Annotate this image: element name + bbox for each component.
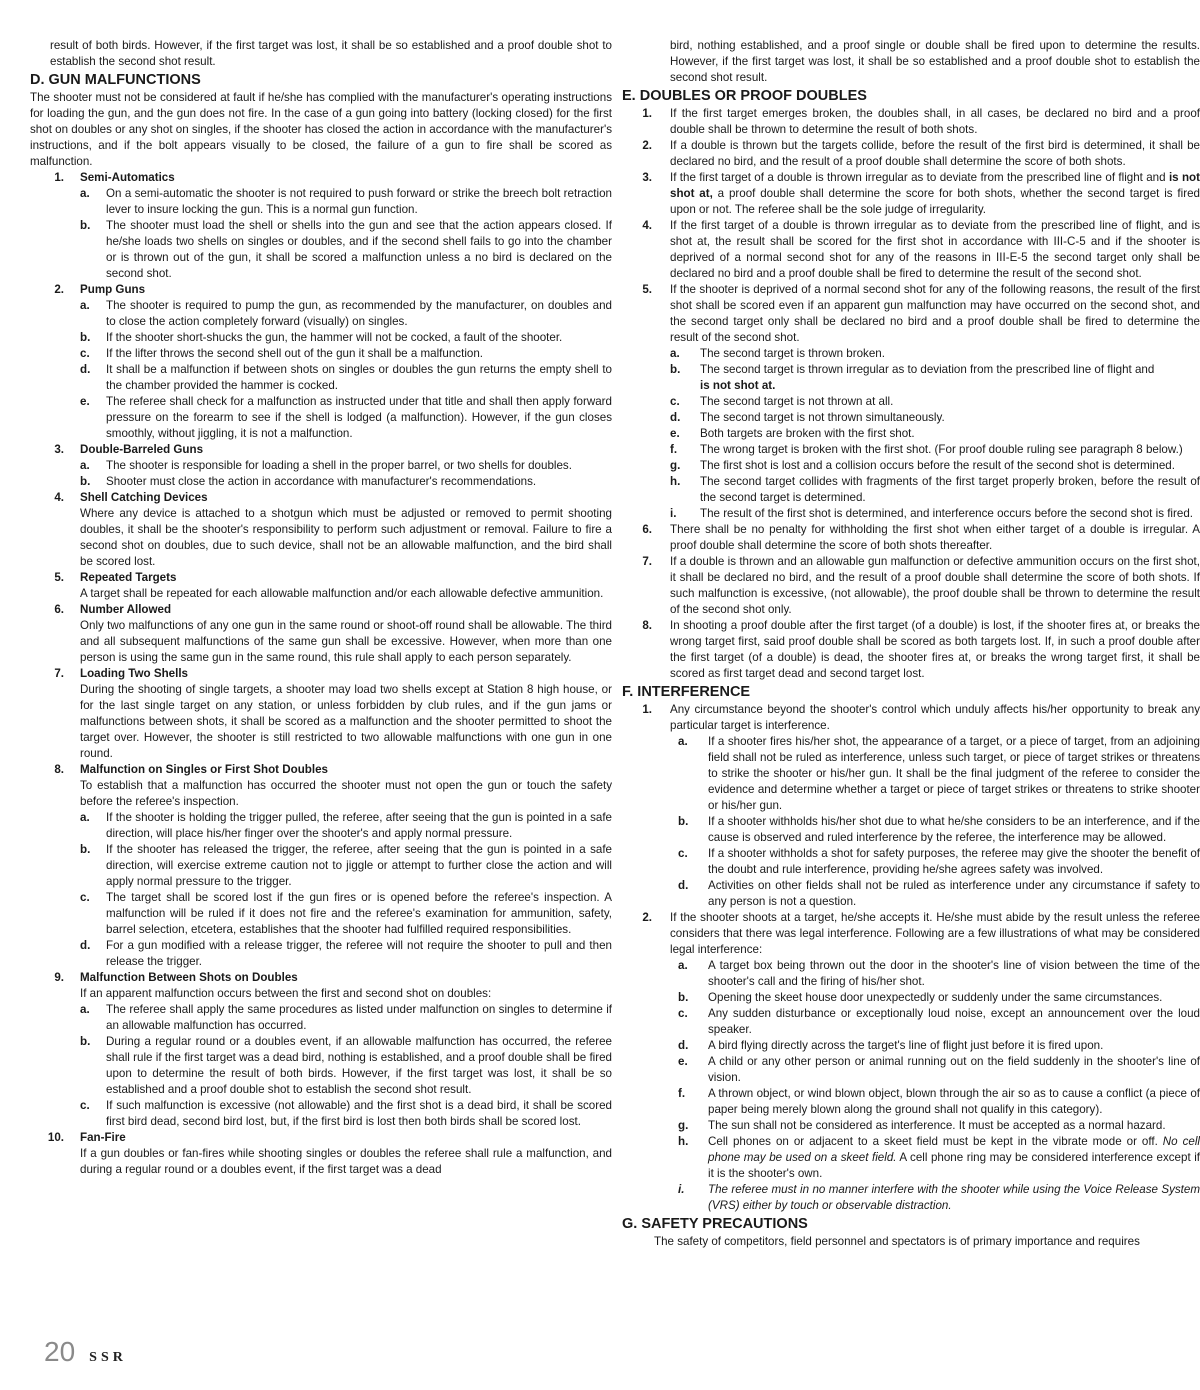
f-2-a: a. A target box being thrown out the door in the shooter's line of vision between the time of the shooter's call and the firing of his/her shot.	[678, 959, 1200, 988]
e-item-3: 3. If the first target of a double is thrown irregular as to deviate from the prescribed line of flight and is not shot at, a proof double shall determine the score for both shots, whether the second target is fired upon or not. The referee shall be the sole judge of irregularity.	[642, 171, 1200, 216]
footer-label: SSR	[89, 1350, 127, 1365]
left-column	[30, 38, 612, 1178]
section-d-heading: D. GUN MALFUNCTIONS	[30, 72, 201, 88]
d-9-b: b. During a regular round or a doubles event, if an allowable malfunction has occurred, the referee shall rule if the first target was a dead bird, nothing is established, and a proof double shall be fired upon to determine the result of both birds. However, if the first target was lost, it shall be so established and a proof double shot to establish the second shot result.	[80, 1035, 612, 1096]
d-2-a: a. The shooter is required to pump the gun, as recommended by the manufacturer, on doubles and to close the action completely forward (visually) on singles.	[80, 299, 612, 328]
f-1-a: a. If a shooter fires his/her shot, the appearance of a target, or a piece of target, from an adjoining field shall not be ruled as interference, unless such target, or piece of target strikes or threatens to strike the shooter or his/her gun. It shall be the final judgment of the referee to consider the evidence and determine whether a target or piece of target strikes or threatens to strike shooter or his/her gun.	[678, 735, 1200, 812]
f-2-i: i. The referee must in no manner interfere with the shooter while using the Voice Release System (VRS) either by touch or observable distraction.	[678, 1183, 1200, 1212]
d-item-9: 9. Malfunction Between Shots on Doubles If an apparent malfunction occurs between the first and second shot on doubles:	[54, 971, 492, 1000]
e-5-i: i. The result of the first shot is determined, and interference occurs before the second shot is fired.	[670, 507, 1193, 520]
d-9-c: c. If such malfunction is excessive (not allowable) and the first shot is a dead bird, it shall be scored first bird dead, second bird lost, but, if the first bird is lost then both birds shall be scored lost.	[80, 1099, 612, 1128]
e-item-8: 8. In shooting a proof double after the first target (of a double) is lost, if the shooter fires at, or breaks the wrong target first, said proof double shall be scored as both targets lost. If, in such a proof double after the first target (of a double) is dead, the shooter fires at, or breaks the wrong target first, it shall be scored as first target dead and second target lost.	[642, 619, 1200, 680]
e-5-f: f. The wrong target is broken with the first shot. (For proof double ruling see paragraph 8 below.)	[670, 443, 1183, 456]
e-item-2: 2. If a double is thrown but the targets collide, before the result of the first bird is determined, it shall be declared no bird, and the result of a proof double shall determine the score of both shots.	[642, 139, 1200, 168]
section-e-heading: E. DOUBLES OR PROOF DOUBLES	[622, 88, 867, 104]
d-9-a: a. The referee shall apply the same procedures as listed under malfunction on singles to determine if an allowable malfunction has occurred.	[80, 1003, 612, 1032]
f-2-h: h. Cell phones on or adjacent to a skeet field must be kept in the vibrate mode or off. No cell phone may be used on a skeet field. A cell phone ring may be considered interference except if it is the shooter's own.	[678, 1135, 1200, 1180]
right-column	[622, 38, 1200, 1250]
d-1-b: b. The shooter must load the shell or shells into the gun and see that the action appears closed. If he/she loads two shells on singles or doubles, and if the second shell fails to go into the chamber or is thrown out of the gun, it shall be scored a malfunction unless a no bird is declared on the second shot.	[80, 219, 612, 280]
d-3-b: b. Shooter must close the action in accordance with manufacturer's recommendations.	[80, 475, 537, 488]
e-5-a: a. The second target is thrown broken.	[670, 347, 885, 360]
e-5-d: d. The second target is not thrown simultaneously.	[670, 411, 945, 424]
f-item-1: 1. Any circumstance beyond the shooter's control which unduly affects his/her opportunity to break any particular target is interference.	[642, 703, 1200, 732]
f-2-g: g. The sun shall not be considered as interference. It must be accepted as a normal hazard.	[678, 1119, 1166, 1132]
f-1-d: d. Activities on other fields shall not be ruled as interference under any circumstance if safety to any person is not a question.	[678, 879, 1200, 908]
d-item-5: 5. Repeated Targets A target shall be repeated for each allowable malfunction and/or each allowable defective ammunition.	[54, 571, 604, 600]
e-item-6: 6. There shall be no penalty for withholding the first shot when either target of a double is irregular. A proof double shall determine the score of both shots thereafter.	[642, 523, 1200, 552]
d-item-8: 8. Malfunction on Singles or First Shot Doubles To establish that a malfunction has occurred the shooter must not open the gun or touch the safety before the referee's inspection.	[54, 763, 612, 808]
item-title: Semi-Automatics	[80, 171, 175, 184]
d-item-4: 4. Shell Catching Devices Where any device is attached to a shotgun which must be adjusted or removed to permit shooting doubles, it shall be the shooter's responsibility to perform such adjustment or removal. Failure to fire a second shot on doubles, due to such device, shall not be an allowable malfunction, and the bird shall be scored lost.	[54, 491, 612, 568]
section-f-heading: F. INTERFERENCE	[622, 684, 751, 700]
d-item-1	[30, 170, 612, 186]
d-2-c: c. If the lifter throws the second shell out of the gun it shall be a malfunction.	[80, 347, 484, 360]
d-8-d: d. For a gun modified with a release trigger, the referee will not require the shooter to pull and then release the trigger.	[80, 939, 612, 968]
d-item-7: 7. Loading Two Shells During the shooting of single targets, a shooter may load two shells except at Station 8 high house, or for the last single target on any station, or unless forbidden by club rules, and if the gun jams or malfunctions between shots, it shall be scored as a malfunction and the shooter permitted to shoot the target over. However, the shooter is still restricted to two allowable malfunctions with one gun in one round.	[54, 667, 612, 760]
item-number: 1.	[54, 171, 64, 184]
page-footer	[44, 1336, 127, 1368]
f-item-2: 2. If the shooter shoots at a target, he/she accepts it. He/she must abide by the result unless the referee considers that there was legal interference. Following are a few illustrations of what may be considered legal interference:	[642, 911, 1200, 956]
d-1-a: a. On a semi-automatic the shooter is not required to push forward or strike the breech bolt retraction lever to insure locking the gun. This is a normal gun function.	[80, 187, 612, 216]
left-lead-paragraph: result of both birds. However, if the first target was lost, it shall be so established and a proof double shot to establish the second shot result.	[50, 39, 612, 68]
f-2-b: b. Opening the skeet house door unexpectedly or suddenly under the same circumstances.	[678, 991, 1163, 1004]
e-item-5: 5. If the shooter is deprived of a normal second shot for any of the following reasons, the result of the first shot shall be scored even if an apparent gun malfunction may have occurred on the second shot, and the second target only shall be declared no bird and a proof double shall be fired to determine the result of the second shot.	[642, 283, 1200, 344]
d-item-2: 2. Pump Guns	[54, 283, 146, 296]
e-item-7: 7. If a double is thrown and an allowable gun malfunction or defective ammunition occurs on the first shot, it shall be declared no bird, and the result of a proof double shall determine the score of both shots. If such malfunction is excessive, (not allowable), the proof double shall be thrown to determine the result of the second shot only.	[642, 555, 1200, 616]
d-3-a: a. The shooter is responsible for loading a shell in the proper barrel, or two shells for doubles.	[80, 459, 572, 472]
d-2-b: b. If the shooter short-shucks the gun, the hammer will not be cocked, a fault of the shooter.	[80, 331, 563, 344]
e-item-1: 1. If the first target emerges broken, the doubles shall, in all cases, be declared no bird and a proof double shall be thrown to determine the result of both shots.	[642, 107, 1200, 136]
d-item-10: 10. Fan-Fire If a gun doubles or fan-fires while shooting singles or doubles the referee shall rule a malfunction, and during a regular round or a doubles event, if the first target was a dead	[47, 1131, 612, 1176]
f-2-d: d. A bird flying directly across the target's line of flight just before it is fired upon.	[678, 1039, 1104, 1052]
d-8-a: a. If the shooter is holding the trigger pulled, the referee, after seeing that the gun is pointed in a safe direction, will place his/her finger over the shooter's and apply normal pressure.	[80, 811, 612, 840]
e-5-h: h. The second target collides with fragments of the first target properly broken, before the result of the second target is determined.	[670, 475, 1200, 504]
d-8-c: c. The target shall be scored lost if the gun fires or is opened before the referee's inspection. A malfunction will be ruled if it does not fire and the referee's examination for ammunition, safety, barrel selection, etcetera, establishes that the shooter had fulfilled required responsibilities.	[80, 891, 612, 936]
right-lead-paragraph: bird, nothing established, and a proof single or double shall be fired upon to determine the results. However, if the first target was lost, it shall be so established and a proof double shot to establish the second shot result.	[670, 39, 1200, 84]
f-1-b: b. If a shooter withholds his/her shot due to what he/she considers to be an interference, and if the cause is observed and ruled interference by the referee, the interference may be allowed.	[678, 815, 1200, 844]
d-item-6: 6. Number Allowed Only two malfunctions of any one gun in the same round or shoot-off round shall be allowable. The third and all subsequent malfunctions of the same gun shall be excessive. However, when more than one person is using the same gun in the same round, this rule shall apply to each person separately.	[54, 603, 612, 664]
d-8-b: b. If the shooter has released the trigger, the referee, after seeing that the gun is pointed in a safe direction, will exercise extreme caution not to jiggle or attempt to further close the action and will apply normal pressure to the trigger.	[80, 843, 612, 888]
page-number: 20	[44, 1336, 76, 1367]
d-2-d: d. It shall be a malfunction if between shots on singles or doubles the gun returns the empty shell to the chamber provided the hammer is cocked.	[80, 363, 612, 392]
e-5-b: b. The second target is thrown irregular as to deviation from the prescribed line of flight and is not shot at.	[670, 363, 1155, 392]
e-5-g: g. The first shot is lost and a collision occurs before the result of the second shot is determined.	[670, 459, 1175, 472]
e-5-c: c. The second target is not thrown at all.	[670, 395, 894, 408]
section-g-text: The safety of competitors, field personnel and spectators is of primary importance and requires	[654, 1235, 1140, 1248]
f-2-f: f. A thrown object, or wind blown object, blown through the air so as to cause a conflict (a piece of paper being merely blown along the ground shall not qualify in this category).	[678, 1087, 1200, 1116]
f-2-e: e. A child or any other person or animal running out on the field suddenly in the shooter's line of vision.	[678, 1055, 1200, 1084]
e-item-4: 4. If the first target of a double is thrown irregular as to deviate from the prescribed line of flight, and is shot at, the result shall be scored for the first shot in accordance with III-C-5 and if the shooter is deprived of a normal second shot for any of the reasons in III-E-5 the second target only shall be declared no bird and a proof double shall be fired to determine the result of the second shot.	[642, 219, 1200, 280]
section-d-intro: The shooter must not be considered at fault if he/she has complied with the manufacturer's operating instructions for loading the gun, and the gun does not fire. In the case of a gun going into battery (locking closed) for the first shot on doubles or any shot on singles, if the shooter has closed the action in accordance with the manufacturer's instructions, and if the bolt appears visually to be closed, the failure of a gun to fire shall be scored as malfunction.	[30, 91, 612, 168]
d-2-e: e. The referee shall check for a malfunction as instructed under that title and shall then apply forward pressure on the forearm to see if the shell is lodged (a malfunction). However, if the gun closes smoothly, without jiggling, it is not a malfunction.	[80, 395, 612, 440]
section-g-heading: G. SAFETY PRECAUTIONS	[622, 1216, 808, 1232]
d-item-3: 3. Double-Barreled Guns	[54, 443, 204, 456]
f-1-c: c. If a shooter withholds a shot for safety purposes, the referee may give the shooter the benefit of the doubt and rule interference, providing he/she agrees safety was involved.	[678, 847, 1200, 876]
f-2-c: c. Any sudden disturbance or exceptionally loud noise, except an announcement over the loud speaker.	[678, 1007, 1200, 1036]
e-5-e: e. Both targets are broken with the first shot.	[670, 427, 915, 440]
